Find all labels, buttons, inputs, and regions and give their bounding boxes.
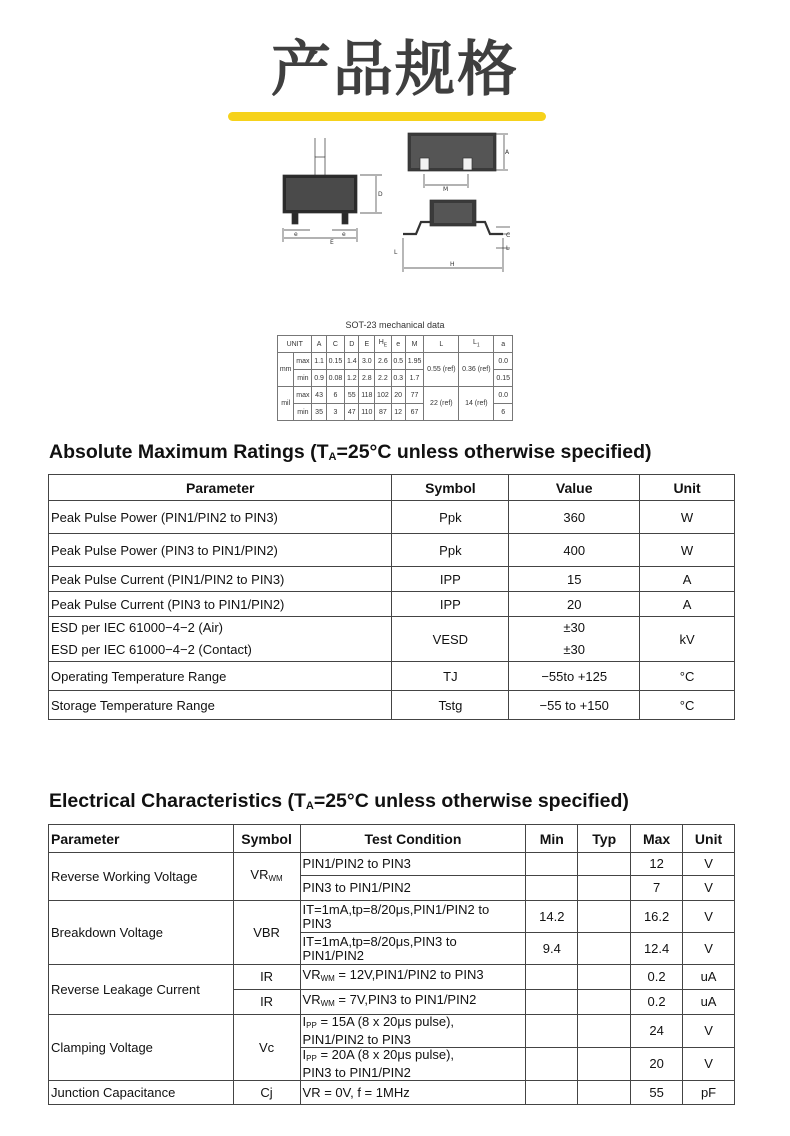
row-typ bbox=[578, 1081, 631, 1105]
row-typ bbox=[578, 901, 631, 933]
condition-line: PIN3 to PIN1/PIN2 bbox=[302, 1065, 411, 1080]
row-symbol: TJ bbox=[392, 662, 509, 691]
table-row bbox=[49, 901, 735, 933]
row-min bbox=[526, 1048, 578, 1081]
row-condition bbox=[300, 990, 526, 1015]
row-condition: PIN3 to PIN1/PIN2 bbox=[300, 876, 526, 901]
mech-cell: 110 bbox=[359, 404, 375, 421]
table-row bbox=[49, 501, 735, 534]
cond-pre: VR bbox=[302, 992, 321, 1007]
mech-cell: 0.3 bbox=[391, 370, 405, 387]
row-min bbox=[526, 990, 578, 1015]
cond-post: = 15A (8 x 20μs pulse), bbox=[316, 1014, 455, 1029]
abs-max-header-row bbox=[49, 475, 735, 501]
row-parameter: Reverse Leakage Current bbox=[49, 965, 234, 1015]
row-max: 24 bbox=[631, 1015, 683, 1048]
mech-cell: 12 bbox=[391, 404, 405, 421]
abs-max-heading-post: =25°C unless otherwise specified) bbox=[336, 441, 652, 463]
abs-max-heading bbox=[49, 441, 652, 464]
mech-cell: 87 bbox=[375, 404, 391, 421]
mech-cell: 55 bbox=[345, 387, 359, 404]
mech-cell-L: 0.55 (ref) bbox=[424, 353, 459, 387]
table-row bbox=[49, 592, 735, 617]
row-symbol: IR bbox=[233, 965, 300, 990]
cond-sub: WM bbox=[320, 974, 335, 983]
mech-cell: 0.0 bbox=[494, 387, 513, 404]
mech-header-cell: e bbox=[391, 336, 405, 353]
mech-unit-mil: mil bbox=[278, 387, 294, 421]
cond-sub: WM bbox=[320, 999, 335, 1008]
title-underline bbox=[228, 112, 546, 121]
mechanical-data-table bbox=[277, 335, 513, 421]
row-parameter: Peak Pulse Power (PIN1/PIN2 to PIN3) bbox=[49, 501, 392, 534]
row-parameter: Peak Pulse Power (PIN3 to PIN1/PIN2) bbox=[49, 534, 392, 567]
row-unit: pF bbox=[683, 1081, 735, 1105]
row-unit: V bbox=[683, 1048, 735, 1081]
mech-cell: 6 bbox=[494, 404, 513, 421]
mech-cell-L1: 0.36 (ref) bbox=[459, 353, 494, 387]
row-unit: A bbox=[640, 567, 735, 592]
row-parameter: Operating Temperature Range bbox=[49, 662, 392, 691]
row-symbol: Ppk bbox=[392, 501, 509, 534]
mech-mm-max-row bbox=[278, 353, 513, 370]
table-row bbox=[49, 662, 735, 691]
svg-text:H: H bbox=[450, 261, 455, 268]
table-row bbox=[49, 853, 735, 876]
mech-cell: 6 bbox=[326, 387, 345, 404]
row-condition bbox=[300, 965, 526, 990]
elec-heading-sub: A bbox=[305, 800, 314, 812]
row-parameter bbox=[49, 617, 392, 662]
row-parameter: Peak Pulse Current (PIN3 to PIN1/PIN2) bbox=[49, 592, 392, 617]
mech-cell: 47 bbox=[345, 404, 359, 421]
row-value: −55 to +150 bbox=[509, 691, 640, 720]
row-parameter: Junction Capacitance bbox=[49, 1081, 234, 1105]
svg-text:E: E bbox=[330, 239, 334, 246]
row-min bbox=[526, 1015, 578, 1048]
row-typ bbox=[578, 965, 631, 990]
esd-air-label: ESD per IEC 61000−4−2 (Air) bbox=[51, 620, 223, 635]
mech-header-cell: UNIT bbox=[278, 336, 312, 353]
col-header-value: Value bbox=[509, 475, 640, 501]
mech-cell: 1.95 bbox=[405, 353, 424, 370]
mech-header-cell bbox=[459, 336, 494, 353]
elec-heading-pre: Electrical Characteristics (T bbox=[49, 790, 306, 812]
row-typ bbox=[578, 933, 631, 965]
svg-text:A: A bbox=[505, 149, 510, 156]
condition-line: PIN3 bbox=[302, 915, 332, 931]
col-header-parameter: Parameter bbox=[49, 475, 392, 501]
mech-header-cell: E bbox=[359, 336, 375, 353]
mech-cell: 1.1 bbox=[312, 353, 326, 370]
mech-header-sub: E bbox=[383, 342, 388, 349]
row-typ bbox=[578, 990, 631, 1015]
row-symbol: IPP bbox=[392, 567, 509, 592]
mech-mil-max-row bbox=[278, 387, 513, 404]
table-row bbox=[49, 691, 735, 720]
row-min bbox=[526, 1081, 578, 1105]
row-condition bbox=[300, 901, 526, 933]
mech-cell: 35 bbox=[312, 404, 326, 421]
condition-line bbox=[303, 1048, 526, 1066]
row-unit: °C bbox=[640, 691, 735, 720]
row-condition bbox=[300, 1015, 526, 1048]
svg-text:e: e bbox=[294, 231, 298, 238]
row-typ bbox=[578, 1015, 631, 1048]
esd-contact-value: ±30 bbox=[563, 642, 586, 657]
page-title: 产品规格 bbox=[271, 35, 519, 105]
mechanical-data-block bbox=[277, 320, 513, 421]
col-header-symbol: Symbol bbox=[233, 825, 300, 853]
mech-cell: 0.08 bbox=[326, 370, 345, 387]
row-symbol: Cj bbox=[233, 1081, 300, 1105]
svg-text:D: D bbox=[378, 191, 383, 198]
mech-cell: 1.7 bbox=[405, 370, 424, 387]
row-parameter: Peak Pulse Current (PIN1/PIN2 to PIN3) bbox=[49, 567, 392, 592]
row-min: 9.4 bbox=[526, 933, 578, 965]
condition-line bbox=[303, 1015, 526, 1033]
svg-text:e: e bbox=[342, 231, 346, 238]
mechanical-data-caption: SOT-23 mechanical data bbox=[345, 320, 445, 330]
col-header-unit: Unit bbox=[683, 825, 735, 853]
row-min bbox=[526, 876, 578, 901]
condition-line: IT=1mA,tp=8/20μs,PIN3 to bbox=[302, 933, 457, 949]
cond-post: = 12V,PIN1/PIN2 to PIN3 bbox=[334, 967, 484, 982]
row-value: 20 bbox=[509, 592, 640, 617]
mech-cell-L: 22 (ref) bbox=[424, 387, 459, 421]
row-unit: V bbox=[683, 853, 735, 876]
row-value: −55to +125 bbox=[509, 662, 640, 691]
row-unit: V bbox=[683, 933, 735, 965]
row-min bbox=[526, 965, 578, 990]
mech-cell: 20 bbox=[391, 387, 405, 404]
mech-header-cell: A bbox=[312, 336, 326, 353]
mech-cell: 67 bbox=[405, 404, 424, 421]
col-header-max: Max bbox=[631, 825, 683, 853]
elec-header-row bbox=[49, 825, 735, 853]
row-unit: A bbox=[640, 592, 735, 617]
cond-sub: PP bbox=[306, 1021, 317, 1030]
col-header-test-condition: Test Condition bbox=[300, 825, 526, 853]
row-unit: kV bbox=[640, 617, 735, 662]
row-symbol: Tstg bbox=[392, 691, 509, 720]
mech-header-text: H bbox=[378, 339, 384, 347]
row-unit: uA bbox=[683, 990, 735, 1015]
row-parameter: Clamping Voltage bbox=[49, 1015, 234, 1081]
row-max: 7 bbox=[631, 876, 683, 901]
col-header-min: Min bbox=[526, 825, 578, 853]
table-row-esd bbox=[49, 617, 735, 662]
svg-text:L: L bbox=[394, 249, 398, 256]
row-min bbox=[526, 853, 578, 876]
row-typ bbox=[578, 853, 631, 876]
mech-cell: 1.4 bbox=[345, 353, 359, 370]
row-parameter: Reverse Working Voltage bbox=[49, 853, 234, 901]
col-header-symbol: Symbol bbox=[392, 475, 509, 501]
cond-post: = 7V,PIN3 to PIN1/PIN2 bbox=[334, 992, 477, 1007]
cond-sub: PP bbox=[306, 1054, 317, 1063]
mech-cell: 118 bbox=[359, 387, 375, 404]
svg-text:M: M bbox=[443, 186, 449, 193]
row-symbol: Ppk bbox=[392, 534, 509, 567]
table-row bbox=[49, 567, 735, 592]
row-value: 400 bbox=[509, 534, 640, 567]
mech-header-cell: L bbox=[424, 336, 459, 353]
mech-cell: 3.0 bbox=[359, 353, 375, 370]
mech-cell: 2.8 bbox=[359, 370, 375, 387]
mech-cell: 0.0 bbox=[494, 353, 513, 370]
mech-cell-L1: 14 (ref) bbox=[459, 387, 494, 421]
mech-cell: max bbox=[294, 353, 312, 370]
abs-max-heading-pre: Absolute Maximum Ratings (T bbox=[49, 441, 329, 463]
mech-header-cell: a bbox=[494, 336, 513, 353]
mech-cell: 3 bbox=[326, 404, 345, 421]
row-unit: V bbox=[683, 901, 735, 933]
svg-text:C: C bbox=[506, 232, 511, 239]
col-header-typ: Typ bbox=[578, 825, 631, 853]
row-unit: V bbox=[683, 1015, 735, 1048]
row-value bbox=[509, 617, 640, 662]
mech-cell: 0.5 bbox=[391, 353, 405, 370]
row-condition bbox=[300, 1048, 526, 1081]
row-max: 55 bbox=[631, 1081, 683, 1105]
symbol-sub: WM bbox=[268, 873, 283, 883]
mech-header-text: L bbox=[473, 339, 477, 347]
mech-cell: 2.6 bbox=[375, 353, 391, 370]
row-value: 15 bbox=[509, 567, 640, 592]
mech-header-cell: M bbox=[405, 336, 424, 353]
row-symbol: VBR bbox=[233, 901, 300, 965]
mech-cell: max bbox=[294, 387, 312, 404]
row-unit: V bbox=[683, 876, 735, 901]
symbol-main: VR bbox=[250, 866, 269, 882]
row-parameter: Storage Temperature Range bbox=[49, 691, 392, 720]
mech-cell: min bbox=[294, 404, 312, 421]
row-symbol: IR bbox=[233, 990, 300, 1015]
abs-max-table bbox=[48, 474, 735, 720]
row-condition: VR = 0V, f = 1MHz bbox=[300, 1081, 526, 1105]
table-row bbox=[49, 1015, 735, 1048]
elec-table bbox=[48, 824, 735, 1105]
row-symbol: Vc bbox=[233, 1015, 300, 1081]
esd-contact-label: ESD per IEC 61000−4−2 (Contact) bbox=[51, 642, 252, 657]
package-outline-drawing bbox=[270, 130, 520, 280]
mech-cell: 0.15 bbox=[326, 353, 345, 370]
mech-header-cell: D bbox=[345, 336, 359, 353]
row-max: 0.2 bbox=[631, 965, 683, 990]
row-unit: uA bbox=[683, 965, 735, 990]
row-symbol bbox=[233, 853, 300, 901]
condition-line: IT=1mA,tp=8/20μs,PIN1/PIN2 to bbox=[302, 901, 490, 917]
row-unit: °C bbox=[640, 662, 735, 691]
row-max: 12.4 bbox=[631, 933, 683, 965]
row-unit: W bbox=[640, 534, 735, 567]
mech-unit-mm: mm bbox=[278, 353, 294, 387]
row-min: 14.2 bbox=[526, 901, 578, 933]
row-condition: PIN1/PIN2 to PIN3 bbox=[300, 853, 526, 876]
elec-heading-post: =25°C unless otherwise specified) bbox=[313, 790, 629, 812]
esd-air-value: ±30 bbox=[563, 620, 586, 635]
table-row bbox=[49, 965, 735, 990]
row-symbol: VESD bbox=[392, 617, 509, 662]
mech-cell: min bbox=[294, 370, 312, 387]
col-header-unit: Unit bbox=[640, 475, 735, 501]
table-row bbox=[49, 1081, 735, 1105]
cond-pre: I bbox=[302, 1047, 307, 1062]
mech-header-cell: C bbox=[326, 336, 345, 353]
condition-line: PIN1/PIN2 to PIN3 bbox=[302, 1032, 411, 1047]
table-row bbox=[49, 534, 735, 567]
row-symbol: IPP bbox=[392, 592, 509, 617]
row-condition bbox=[300, 933, 526, 965]
mech-cell: 0.15 bbox=[494, 370, 513, 387]
row-max: 12 bbox=[631, 853, 683, 876]
row-typ bbox=[578, 1048, 631, 1081]
mech-cell: 2.2 bbox=[375, 370, 391, 387]
cond-pre: VR bbox=[302, 967, 321, 982]
mech-cell: 1.2 bbox=[345, 370, 359, 387]
row-value: 360 bbox=[509, 501, 640, 534]
mech-cell: 43 bbox=[312, 387, 326, 404]
row-typ bbox=[578, 876, 631, 901]
mech-cell: 77 bbox=[405, 387, 424, 404]
row-max: 20 bbox=[631, 1048, 683, 1081]
row-max: 0.2 bbox=[631, 990, 683, 1015]
mech-header-sub: 1 bbox=[476, 342, 480, 349]
mech-cell: 0.9 bbox=[312, 370, 326, 387]
mech-cell: 102 bbox=[375, 387, 391, 404]
svg-text:L: L bbox=[506, 245, 510, 252]
row-parameter: Breakdown Voltage bbox=[49, 901, 234, 965]
col-header-parameter: Parameter bbox=[49, 825, 234, 853]
mech-header-cell bbox=[375, 336, 391, 353]
elec-heading bbox=[49, 790, 629, 813]
cond-post: = 20A (8 x 20μs pulse), bbox=[316, 1047, 455, 1062]
abs-max-heading-sub: A bbox=[328, 451, 337, 463]
cond-pre: I bbox=[302, 1014, 307, 1029]
condition-line: PIN1/PIN2 bbox=[302, 947, 364, 963]
row-max: 16.2 bbox=[631, 901, 683, 933]
mech-header-row bbox=[278, 336, 513, 353]
row-unit: W bbox=[640, 501, 735, 534]
